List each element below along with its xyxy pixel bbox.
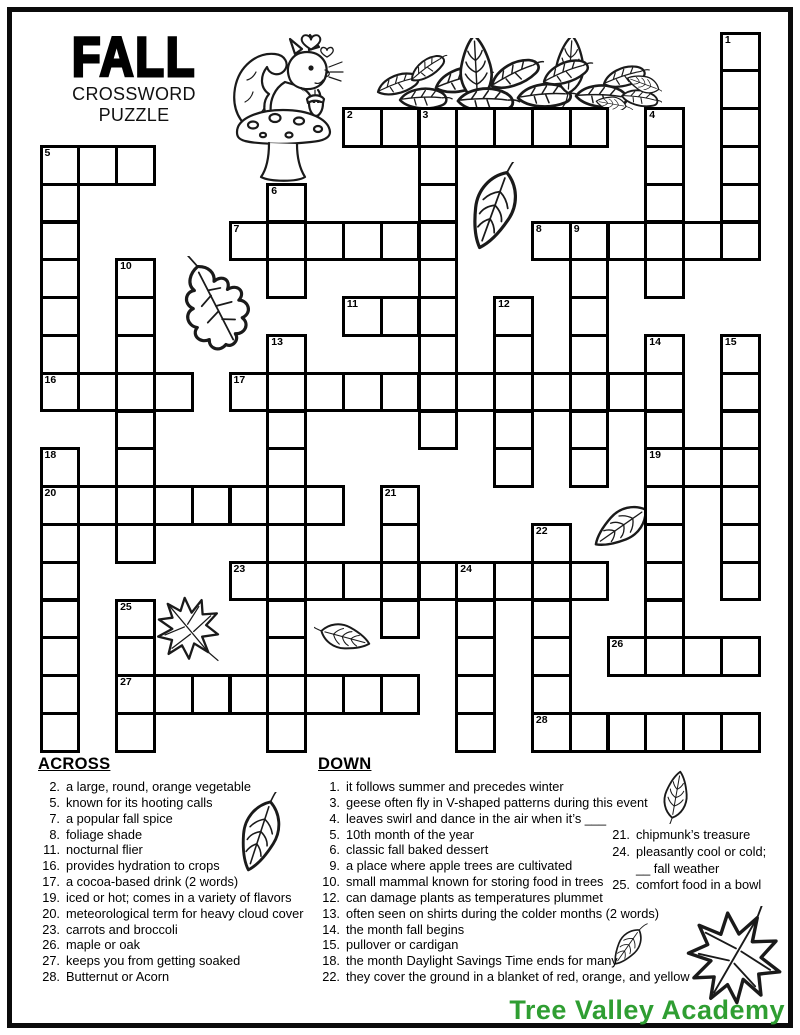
grid-cell[interactable] [607,636,648,677]
grid-cell[interactable] [40,334,81,375]
cell-number: 17 [233,373,246,386]
grid-cell[interactable] [40,296,81,337]
grid-cell[interactable] [644,183,685,224]
grid-cell[interactable] [531,107,572,148]
grid-cell[interactable] [342,674,383,715]
grid-cell[interactable] [40,674,81,715]
cell-number: 7 [233,222,240,235]
clue-text: chipmunk’s treasure [636,827,751,842]
grid-cell[interactable] [493,334,534,375]
grid-cell[interactable] [569,372,610,413]
grid-cell[interactable] [115,145,156,186]
grid-cell[interactable] [493,296,534,337]
grid-cell[interactable] [266,447,307,488]
cell-number: 25 [120,600,132,613]
grid-cell[interactable] [191,485,232,526]
grid-cell[interactable] [229,372,270,413]
grid-cell[interactable] [266,183,307,224]
clue-number: 26. [42,937,60,953]
grid-cell[interactable] [418,107,459,148]
grid-cell[interactable] [569,258,610,299]
clue-text: 10th month of the year [346,826,475,842]
grid-cell[interactable] [342,107,383,148]
cell-number: 6 [271,184,278,197]
cell-number: 1 [724,33,731,46]
grid-cell[interactable] [607,372,648,413]
grid-cell[interactable] [720,221,761,262]
clue-text: meteorological term for heavy cloud cover [66,905,304,921]
grid-cell[interactable] [115,447,156,488]
grid-cell[interactable] [531,712,572,753]
clue-text: it follows summer and precedes winter [346,779,564,794]
grid-cell[interactable] [229,674,270,715]
grid-cell[interactable] [455,674,496,715]
grid-cell[interactable] [266,334,307,375]
clue-text: provides hydration to crops [66,858,220,874]
grid-cell[interactable] [720,334,761,375]
grid-cell[interactable] [644,410,685,451]
grid-cell[interactable] [720,485,761,526]
grid-cell[interactable] [266,523,307,564]
grid-cell[interactable] [531,372,572,413]
clue-text-line2: __ fall weather [636,860,720,876]
clue-text: the month fall begins [346,921,465,937]
clue-item [34,779,324,795]
grid-cell[interactable] [115,485,156,526]
clue-item [34,906,324,922]
down-extra-list [600,827,778,894]
grid-cell[interactable] [266,485,307,526]
grid-cell[interactable] [115,410,156,451]
grid-cell[interactable] [720,183,761,224]
grid-cell[interactable] [266,258,307,299]
grid-cell[interactable] [644,561,685,602]
clue-number: 2. [49,779,60,794]
grid-cell[interactable] [380,561,421,602]
clue-text: nocturnal flier [66,842,143,858]
clue-text: a place where apple trees are cultivated [346,858,573,874]
grid-cell[interactable] [40,145,81,186]
grid-cell[interactable] [720,69,761,110]
clue-item [600,877,778,894]
clue-item [314,922,714,938]
grid-cell[interactable] [229,485,270,526]
grid-cell[interactable] [304,372,345,413]
grid-cell[interactable] [266,410,307,451]
grid-cell[interactable] [380,107,421,148]
cell-number: 11 [346,298,358,311]
grid-cell[interactable] [115,296,156,337]
grid-cell[interactable] [644,523,685,564]
clue-number: 4. [329,810,340,826]
clue-text: a popular fall spice [66,810,173,826]
grid-cell[interactable] [493,372,534,413]
cell-number: 23 [233,562,246,575]
grid-cell[interactable] [720,561,761,602]
cell-number: 24 [460,562,472,575]
grid-cell[interactable] [266,636,307,677]
grid-cell[interactable] [644,485,685,526]
grid-cell[interactable] [720,447,761,488]
grid-cell[interactable] [342,221,383,262]
grid-cell[interactable] [569,447,610,488]
clue-number: 16. [42,858,60,874]
grid-cell[interactable] [569,334,610,375]
grid-cell[interactable] [720,712,761,753]
cell-number: 26 [611,638,624,651]
clue-number: 1. [329,779,340,794]
clue-item [34,890,324,906]
grid-cell[interactable] [266,712,307,753]
grid-cell[interactable] [266,372,307,413]
clue-number: 27. [42,953,60,969]
clue-text: classic fall baked dessert [346,842,489,858]
clue-number: 9. [329,858,340,874]
cell-number: 19 [649,449,661,462]
clue-number: 17. [42,874,60,890]
cell-number: 4 [649,109,656,122]
grid-cell[interactable] [720,145,761,186]
grid-cell[interactable] [342,561,383,602]
grid-cell[interactable] [569,712,610,753]
grid-cell[interactable] [266,561,307,602]
grid-cell[interactable] [531,221,572,262]
clue-text: pleasantly cool or cold; __ fall weather [636,843,767,876]
clue-text: carrots and broccoli [66,921,178,937]
clue-number: 3. [329,794,340,810]
page-subtitle: CROSSWORD PUZZLE [72,84,196,125]
clue-number: 8. [49,826,60,842]
grid-cell[interactable] [115,712,156,753]
clue-item [34,937,324,953]
grid-cell[interactable] [40,561,81,602]
clue-text: keeps you from getting soaked [66,953,241,969]
grid-cell[interactable] [40,258,81,299]
grid-cell[interactable] [418,372,459,413]
clue-item [34,922,324,938]
cell-number: 15 [724,335,737,348]
grid-cell[interactable] [644,447,685,488]
clue-item [600,827,778,844]
grid-cell[interactable] [720,410,761,451]
grid-cell[interactable] [115,636,156,677]
grid-cell[interactable] [304,674,345,715]
cell-number: 2 [346,109,353,122]
grid-cell[interactable] [493,447,534,488]
grid-cell[interactable] [304,485,345,526]
clue-text: geese often fly in V-shaped patterns during this event [346,794,648,810]
grid-cell[interactable] [644,221,685,262]
cell-number: 13 [271,335,283,348]
grid-cell[interactable] [115,523,156,564]
branding-text: Tree Valley Academy [509,995,785,1025]
grid-cell[interactable] [40,712,81,753]
grid-cell[interactable] [493,410,534,451]
grid-cell[interactable] [607,712,648,753]
grid-cell[interactable] [266,599,307,640]
grid-cell[interactable] [115,334,156,375]
grid-cell[interactable] [418,221,459,262]
clue-item [314,779,714,795]
grid-cell[interactable] [644,107,685,148]
grid-cell[interactable] [153,674,194,715]
grid-cell[interactable] [191,674,232,715]
clue-number: 6. [329,842,340,858]
cell-number: 18 [44,449,57,462]
grid-cell[interactable] [720,372,761,413]
clue-number: 14. [322,921,340,937]
grid-cell[interactable] [455,712,496,753]
cell-number: 8 [535,222,542,235]
cell-number: 9 [573,222,580,235]
cell-number: 10 [120,260,132,273]
clue-text: foliage shade [66,826,143,842]
clue-text: iced or hot; comes in a variety of flavors [66,889,292,905]
clue-number: 15. [322,937,340,953]
clue-item [34,842,324,858]
grid-cell[interactable] [40,599,81,640]
grid-cell[interactable] [455,599,496,640]
down-header: DOWN [318,755,372,773]
grid-cell[interactable] [644,636,685,677]
clue-number: 10. [322,874,340,890]
clue-item [34,811,324,827]
grid-cell[interactable] [342,372,383,413]
grid-cell[interactable] [531,523,572,564]
grid-cell[interactable] [380,372,421,413]
grid-cell[interactable] [380,599,421,640]
grid-cell[interactable] [569,221,610,262]
grid-cell[interactable] [418,561,459,602]
grid-cell[interactable] [380,674,421,715]
grid-cell[interactable] [380,485,421,526]
grid-cell[interactable] [40,485,81,526]
clue-text: the month Daylight Savings Time ends for many [346,953,618,969]
grid-cell[interactable] [720,32,761,73]
cell-number: 14 [649,335,661,348]
grid-cell[interactable] [153,485,194,526]
grid-cell[interactable] [115,372,156,413]
grid-cell[interactable] [455,107,496,148]
grid-cell[interactable] [304,221,345,262]
clue-item [314,937,714,953]
clue-number: 13. [322,905,340,921]
grid-cell[interactable] [418,334,459,375]
grid-cell[interactable] [266,221,307,262]
clue-text: Butternut or Acorn [66,969,170,985]
grid-cell[interactable] [569,107,610,148]
clue-item [34,795,324,811]
grid-cell[interactable] [342,296,383,337]
grid-cell[interactable] [644,334,685,375]
clue-item [34,969,324,985]
cell-number: 27 [120,676,132,689]
clue-text: a cocoa-based drink (2 words) [66,874,239,890]
grid-cell[interactable] [115,258,156,299]
grid-cell[interactable] [40,636,81,677]
grid-cell[interactable] [77,145,118,186]
cell-number: 21 [384,487,397,500]
page-title: FALL [71,25,197,88]
grid-cell[interactable] [229,561,270,602]
clue-text: known for its hooting calls [66,794,213,810]
grid-cell[interactable] [720,523,761,564]
grid-cell[interactable] [40,447,81,488]
clue-text: small mammal known for storing food in trees [346,874,604,890]
grid-cell[interactable] [418,145,459,186]
grid-cell[interactable] [40,221,81,262]
clue-number: 11. [43,842,60,858]
grid-cell[interactable] [682,221,723,262]
grid-cell[interactable] [531,636,572,677]
cell-number: 22 [535,524,548,537]
grid-cell[interactable] [77,485,118,526]
grid-cell[interactable] [644,599,685,640]
grid-cell[interactable] [644,372,685,413]
grid-cell[interactable] [644,145,685,186]
grid-cell[interactable] [266,674,307,715]
grid-cell[interactable] [644,712,685,753]
grid-cell[interactable] [380,296,421,337]
grid-cell[interactable] [418,296,459,337]
grid-cell[interactable] [418,183,459,224]
clue-text: can damage plants as temperatures plummet [346,889,603,905]
grid-cell[interactable] [304,561,345,602]
cell-number: 28 [535,713,548,726]
clue-number: 28. [42,969,60,985]
clue-number: 12. [322,889,340,905]
cell-number: 12 [498,298,510,311]
clue-number: 7. [49,810,60,826]
grid-cell[interactable] [720,107,761,148]
clue-number: 5. [329,826,340,842]
clue-item [314,795,714,811]
clue-text: a large, round, orange vegetable [66,779,251,794]
grid-cell[interactable] [682,712,723,753]
grid-cell[interactable] [40,523,81,564]
grid-cell[interactable] [153,372,194,413]
cell-number: 16 [44,373,57,386]
grid-cell[interactable] [380,221,421,262]
across-list [34,779,324,985]
grid-cell[interactable] [607,221,648,262]
across-header: ACROSS [38,755,111,773]
grid-cell[interactable] [380,523,421,564]
clue-number: 24. [612,843,630,859]
clue-text: they cover the ground in a blanket of red, orange, and yellow [346,969,690,985]
grid-cell[interactable] [682,447,723,488]
clue-text: pullover or cardigan [346,937,459,953]
grid-cell[interactable] [531,599,572,640]
grid-cell[interactable] [531,674,572,715]
grid-cell[interactable] [40,183,81,224]
clue-number: 22. [322,969,340,985]
clue-item [600,844,778,878]
grid-cell[interactable] [455,372,496,413]
grid-cell[interactable] [40,372,81,413]
clue-text: maple or oak [66,937,140,953]
clue-number: 5. [49,794,60,810]
grid-cell[interactable] [569,296,610,337]
clue-number: 20. [42,905,60,921]
clue-item [314,906,714,922]
grid-cell[interactable] [77,372,118,413]
clue-number: 23. [42,921,60,937]
grid-cell[interactable] [569,561,610,602]
grid-cell[interactable] [720,636,761,677]
clue-item [34,858,324,874]
clue-text: leaves swirl and dance in the air when it’s ___ [346,810,607,826]
grid-cell[interactable] [682,636,723,677]
grid-cell[interactable] [115,599,156,640]
clue-number: 25. [612,877,630,893]
clue-item [314,969,714,985]
grid-cell[interactable] [644,258,685,299]
grid-cell[interactable] [493,107,534,148]
clue-item [34,827,324,843]
grid-cell[interactable] [455,636,496,677]
clue-number: 18. [322,953,340,969]
clue-number: 21. [612,827,630,842]
cell-number: 20 [44,487,57,500]
clue-item [314,811,714,827]
clue-item [34,874,324,890]
grid-cell[interactable] [569,410,610,451]
grid-cell[interactable] [531,561,572,602]
clue-number: 19. [42,889,60,905]
clue-text: comfort food in a bowl [636,877,762,893]
clue-text: often seen on shirts during the colder months (2 words) [346,905,659,921]
cell-number: 3 [422,109,429,122]
clue-item [314,953,714,969]
grid-cell[interactable] [418,410,459,451]
grid-cell[interactable] [115,674,156,715]
grid-cell[interactable] [493,561,534,602]
cell-number: 5 [44,146,51,159]
grid-cell[interactable] [229,221,270,262]
grid-cell[interactable] [418,258,459,299]
grid-cell[interactable] [455,561,496,602]
clue-item [34,953,324,969]
